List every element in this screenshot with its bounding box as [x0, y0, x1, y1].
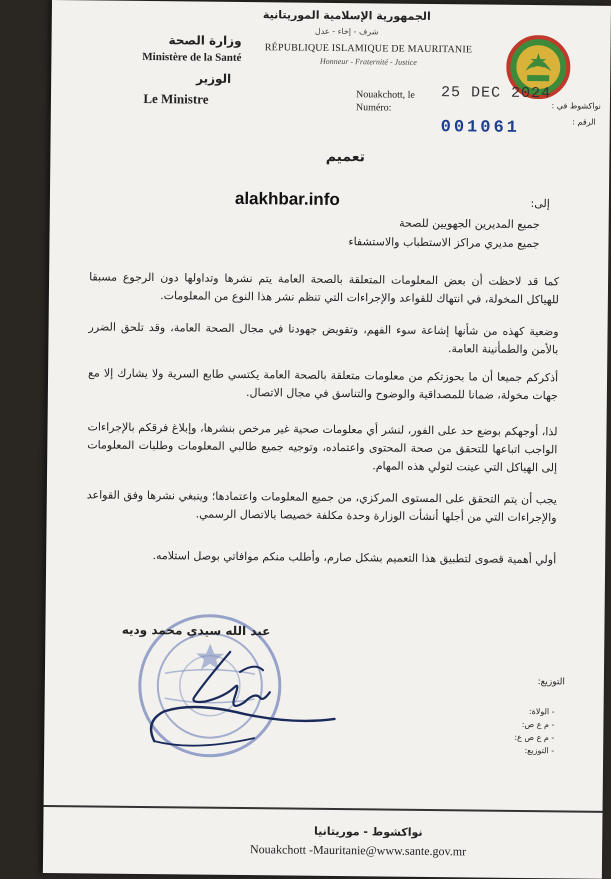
distribution-item: - التوزيع: [524, 745, 555, 756]
number-label-ar: الرقم : [572, 117, 596, 127]
watermark: alakhbar.info [234, 188, 340, 210]
body-paragraph: أذكركم جميعا أن ما بحوزتكم من معلومات متعلقة بالصحة العامة يكتسي طابع السرية ولا يشارك إلا مع جهات مخولة، ضمانا للمصداقية والوضوح والتناسق في مجال الاتصال. [88, 366, 559, 403]
distribution-item: - م ع ص: [521, 719, 555, 730]
body-paragraph: وضعية كهذه من شأنها إشاعة سوء الفهم، وتقويض جهودنا في مجال الصحة العامة، وقد تلحق الضرر بالأمن والطمأنينة العامة. [88, 320, 559, 357]
body-paragraph: يجب أن يتم التحقق على المستوى المركزي، من جميع المعلومات واعتمادها؛ وينبغي نشرها وفق القواعد والإجراءات التي من أجلها أنشأت الوزارة وحدة مكلفة خصيصا بالاتصال الرسمي. [86, 488, 557, 525]
reference-number: 001061 [440, 118, 520, 138]
ministry-name-ar: وزارة الصحة [168, 33, 242, 48]
ministry-name-fr: Ministère de la Santé [142, 50, 242, 64]
date-label-ar: نواكشوط في : [551, 101, 601, 111]
body-paragraph: لذا، أوجهكم بوضع حد على الفور، لنشر أي معلومات صحية غير مرخص بنشرها، وإبلاغ فرقكم بالإجراءات الواجب اتباعها للتحقق من صحة المحتوى واعتماده، وتوجيه جميع طالبي المعلومات وطلبات المعلومات إلى الهياكل التي عينت لتولي هذه المهام. [87, 420, 558, 475]
distribution-item: - الولاة: [528, 707, 555, 717]
distribution-item: - م ع ص ع: [514, 732, 555, 743]
footer-address-ar: نواكشوط - موريتانيا [313, 824, 423, 839]
document-subject: تعميم [325, 148, 366, 166]
to-label: إلى: [530, 197, 550, 211]
date-label: Nouakchott, le [355, 89, 415, 101]
republic-name-fr: RÉPUBLIQUE ISLAMIQUE DE MAURITANIE [264, 42, 473, 56]
signature [134, 641, 345, 763]
distribution-label: التوزيع: [537, 677, 565, 688]
recipients-list [249, 212, 539, 253]
motto-fr: Honneur - Fraternité - Justice [319, 56, 417, 67]
number-label: Numéro: [355, 102, 392, 114]
document-page [43, 0, 611, 879]
minister-title-fr: Le Ministre [143, 90, 209, 107]
recipient-item: جميع المديرين الجهويين للصحة [399, 216, 540, 232]
minister-title-ar: الوزير [196, 71, 232, 86]
distribution-list [474, 704, 555, 757]
motto-ar: شرف - إخاء - عدل [314, 26, 379, 37]
date-value: 25 DEC 2024 [440, 84, 552, 103]
body-paragraph: كما قد لاحظت أن بعض المعلومات المتعلقة بالصحة العامة يتم نشرها وتداولها دون الرجوع مسبقا للهياكل المخولة، في انتهاك للقواعد والإجراءات التي تنظم نشر هذا النوع من المعلومات. [89, 270, 560, 307]
body-paragraph: أولي أهمية قصوى لتطبيق هذا التعميم بشكل صارم، وأطلب منكم موافاتي بوصل استلامه. [152, 549, 557, 567]
republic-name-ar: الجمهورية الإسلامية الموريتانية [262, 8, 431, 23]
footer-divider [44, 805, 604, 813]
signer-name: عبد الله سيدي محمد وديه [121, 622, 271, 639]
footer-address-fr: Nouakchott -Mauritanie@www.sante.gov.mr [249, 842, 467, 859]
recipient-item: جميع مديري مراكز الاستطباب والاستشفاء [348, 235, 540, 251]
